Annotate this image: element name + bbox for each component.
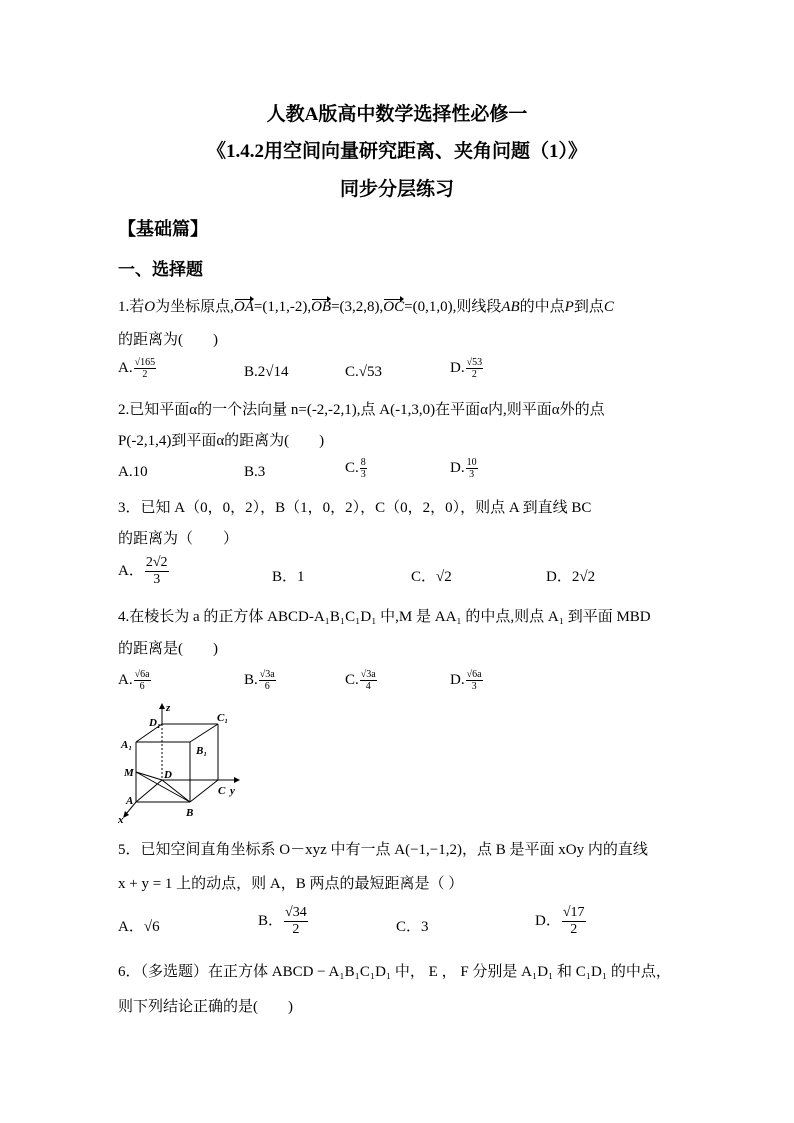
question-5-option-c: C．3 [396, 919, 429, 935]
label-m: M [124, 767, 134, 779]
doc-title-line3: 同步分层练习 [339, 179, 454, 200]
question-4-line1: 4.在棱长为 a 的正方体 ABCD-A₁B₁C₁D₁ 中,M 是 AA₁ 的中点,则点 A₁ 到平面 MBD [118, 609, 651, 625]
question-5-line2: x + y = 1 上的动点，则 A，B 两点的最短距离是（ ） [118, 876, 464, 892]
question-2-option-c: C. $\frac{8}{3}$ [345, 457, 366, 480]
doc-title-line1: 人教A版高中数学选择性必修一 [266, 104, 528, 125]
label-z: z [166, 702, 171, 714]
question-5-line1: 5．已知空间直角坐标系 O－xyz 中有一点 A(−1,−1,2)，点 B 是平面 xOy 内的直线 [118, 842, 648, 858]
question-2-option-a: A.10 [118, 464, 148, 480]
question-3-option-a: A． $\frac{2√2}{3}$ [118, 555, 168, 587]
doc-title-line2: 《1.4.2用空间向量研究距离、夹角问题（1）》 [206, 141, 587, 162]
question-5-option-a: A．√6 [118, 919, 160, 935]
question-3-option-b: B．1 [272, 569, 305, 585]
question-2-line2: P(-2,1,4)到平面α的距离为( ) [118, 433, 325, 449]
label-b1: B₁ [196, 745, 208, 757]
label-a: A [126, 795, 134, 807]
question-3-option-c: C．√2 [411, 569, 452, 585]
question-1-option-b: B.2√14 [244, 364, 289, 380]
subsection-heading: 一、选择题 [118, 260, 203, 279]
question-1-option-c: C.√53 [345, 364, 382, 380]
question-6-line1: 6．（多选题）在正方体 ABCD − A₁B₁C₁D₁ 中， E ， F 分别是 A₁D₁ 和 C₁D₁ 的中点， [118, 964, 671, 980]
cube-figure [118, 702, 258, 824]
question-3-line2: 的距离为（ ） [118, 531, 239, 547]
question-1-line1: 1.若O为坐标原点,OA=(1,1,-2),OB=(3,2,8),OC=(0,1,0),则线段AB的中点P到点C [118, 299, 614, 315]
label-d1: D₁ [149, 717, 161, 729]
question-3-option-d: D．2√2 [546, 569, 596, 585]
label-c: C [218, 785, 226, 797]
question-4-option-b: B. $\frac{√3a}{6}$ [244, 669, 275, 692]
question-4-option-a: A. $\frac{√6a}{6}$ [118, 669, 150, 692]
vector-oa: OA [233, 299, 254, 315]
question-6-line2: 则下列结论正确的是( ) [118, 999, 293, 1015]
question-1-option-a: A. $\frac{√165}{2}$ [118, 357, 156, 380]
question-4-option-d: D. $\frac{√6a}{3}$ [450, 669, 482, 692]
question-1-option-d: D. $\frac{√53}{2}$ [450, 357, 483, 380]
label-b: B [186, 807, 194, 819]
label-y: y [230, 785, 235, 797]
section-heading: 【基础篇】 [118, 219, 208, 239]
label-d: D [164, 769, 172, 781]
question-2-line1: 2.已知平面α的一个法向量 n=(-2,-2,1),点 A(-1,3,0)在平面α内,则平面α外的点 [118, 402, 605, 418]
question-2-option-d: D. $\frac{10}{3}$ [450, 457, 477, 480]
question-4-line2: 的距离是( ) [118, 641, 218, 657]
question-2-option-b: B.3 [244, 464, 266, 480]
label-x: x [118, 814, 124, 824]
vector-ob: OB [311, 299, 332, 315]
question-5-option-b: B． $\frac{√34}{2}$ [258, 905, 307, 937]
vector-oc: OC [383, 299, 405, 315]
question-1-line2: 的距离为( ) [118, 332, 218, 348]
question-4-option-c: C. $\frac{√3a}{4}$ [345, 669, 376, 692]
question-3-line1: 3．已知 A（0，0，2），B（1，0，2），C（0，2，0），则点 A 到直线 BC [118, 500, 592, 516]
question-5-option-d: D． $\frac{√17}{2}$ [535, 905, 585, 937]
label-c1: C₁ [217, 712, 229, 724]
label-a1: A₁ [121, 739, 133, 751]
